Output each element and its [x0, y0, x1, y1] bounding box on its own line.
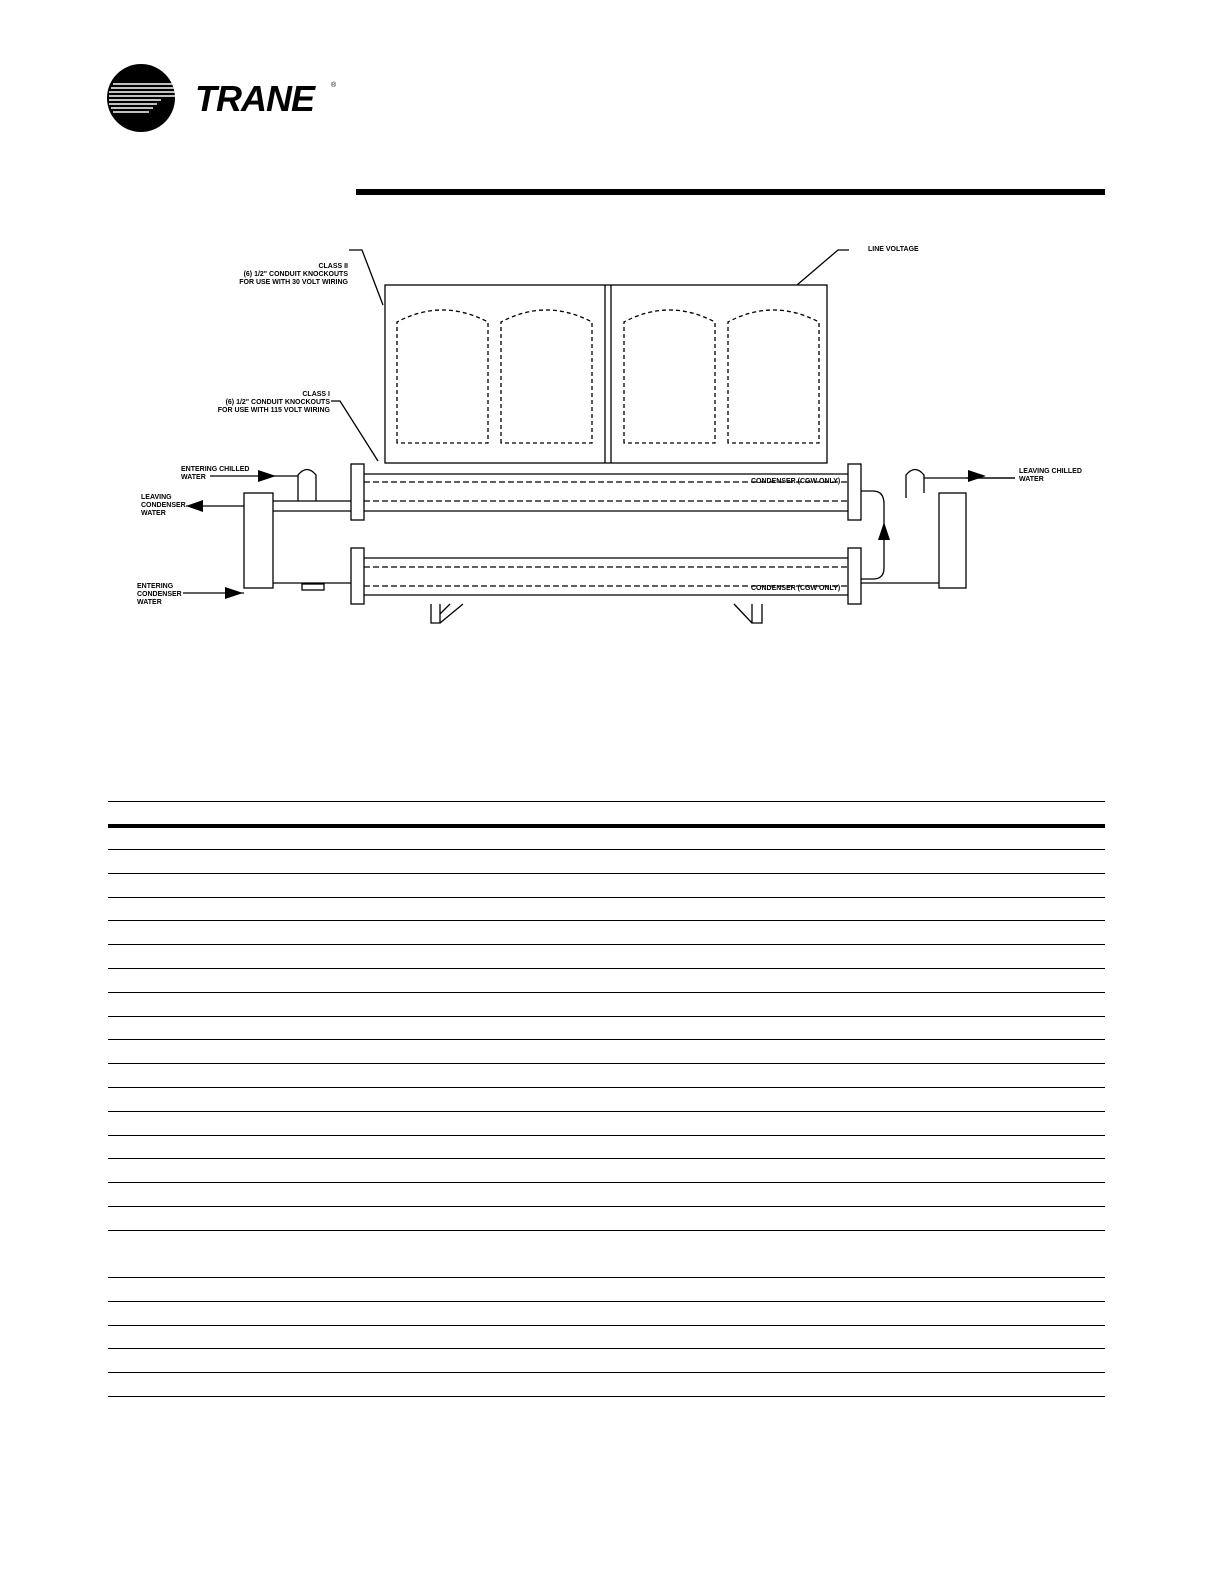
label-entering-chilled-water: ENTERING CHILLED WATER: [181, 466, 250, 481]
table-row: [108, 1135, 1105, 1136]
table-row: [108, 1277, 1105, 1278]
table-row: [108, 1111, 1105, 1112]
table-row: [108, 1182, 1105, 1183]
arrow-entering-condenser: [225, 587, 243, 599]
trane-logo: [105, 64, 335, 134]
lower-tube-flange-right: [848, 548, 861, 604]
label-class-ii: CLASS II (6) 1/2" CONDUIT KNOCKOUTS FOR USE WITH 30 VOLT WIRING: [239, 263, 348, 286]
right-water-box: [939, 493, 966, 588]
table-row: [108, 1206, 1105, 1207]
table-row: [108, 1087, 1105, 1088]
upper-tube-flange-left: [351, 464, 364, 520]
table-row: [108, 1016, 1105, 1017]
table-row: [108, 1158, 1105, 1159]
table-row: [108, 1039, 1105, 1040]
label-entering-condenser-water: ENTERING CONDENSER WATER: [137, 583, 182, 606]
knockout-2: [501, 310, 592, 443]
table-row: [108, 1348, 1105, 1349]
diagram-drawing: [0, 230, 1224, 650]
arrow-entering-chilled: [258, 470, 276, 482]
table-row: [108, 968, 1105, 969]
arrow-leaving-condenser: [186, 500, 203, 512]
table-row: [108, 849, 1105, 850]
table-header-rule: [108, 824, 1105, 828]
table-row: [108, 1301, 1105, 1302]
table-row: [108, 992, 1105, 993]
knockout-4: [728, 310, 819, 443]
table-row: [108, 1325, 1105, 1326]
ruled-table: [108, 800, 1105, 1400]
registered-mark: ®: [331, 82, 337, 89]
table-row: [108, 873, 1105, 874]
table-row: [108, 1063, 1105, 1064]
knockout-3: [624, 310, 715, 443]
left-water-box: [244, 493, 273, 588]
table-row: [108, 944, 1105, 945]
arrow-crossover: [878, 522, 890, 540]
label-class-i: CLASS I (6) 1/2" CONDUIT KNOCKOUTS FOR USE WITH 115 VOLT WIRING: [217, 391, 330, 414]
table-row: [108, 1230, 1105, 1231]
trane-logo-icon: [105, 64, 185, 134]
label-leaving-chilled-water: LEAVING CHILLED WATER: [1019, 468, 1082, 483]
table-row: [108, 1396, 1105, 1397]
chiller-connection-diagram: [0, 230, 1224, 650]
table-row: [108, 1372, 1105, 1373]
label-line-voltage: LINE VOLTAGE: [868, 246, 919, 253]
label-condenser-top: CONDENSER (CGW ONLY): [751, 478, 841, 485]
brand-wordmark: TRANE: [195, 78, 314, 119]
label-condenser-bottom: CONDENSER (CGW ONLY): [751, 585, 841, 592]
label-leaving-condenser-water: LEAVING CONDENSER WATER: [141, 494, 186, 517]
header-rule: [356, 189, 1105, 195]
control-panel: [385, 285, 827, 463]
upper-tube-flange-right: [848, 464, 861, 520]
table-row: [108, 920, 1105, 921]
arrow-leaving-chilled: [968, 470, 986, 482]
table-row: [108, 801, 1105, 802]
knockout-1: [397, 310, 488, 443]
lower-tube-flange-left: [351, 548, 364, 604]
table-row: [108, 897, 1105, 898]
